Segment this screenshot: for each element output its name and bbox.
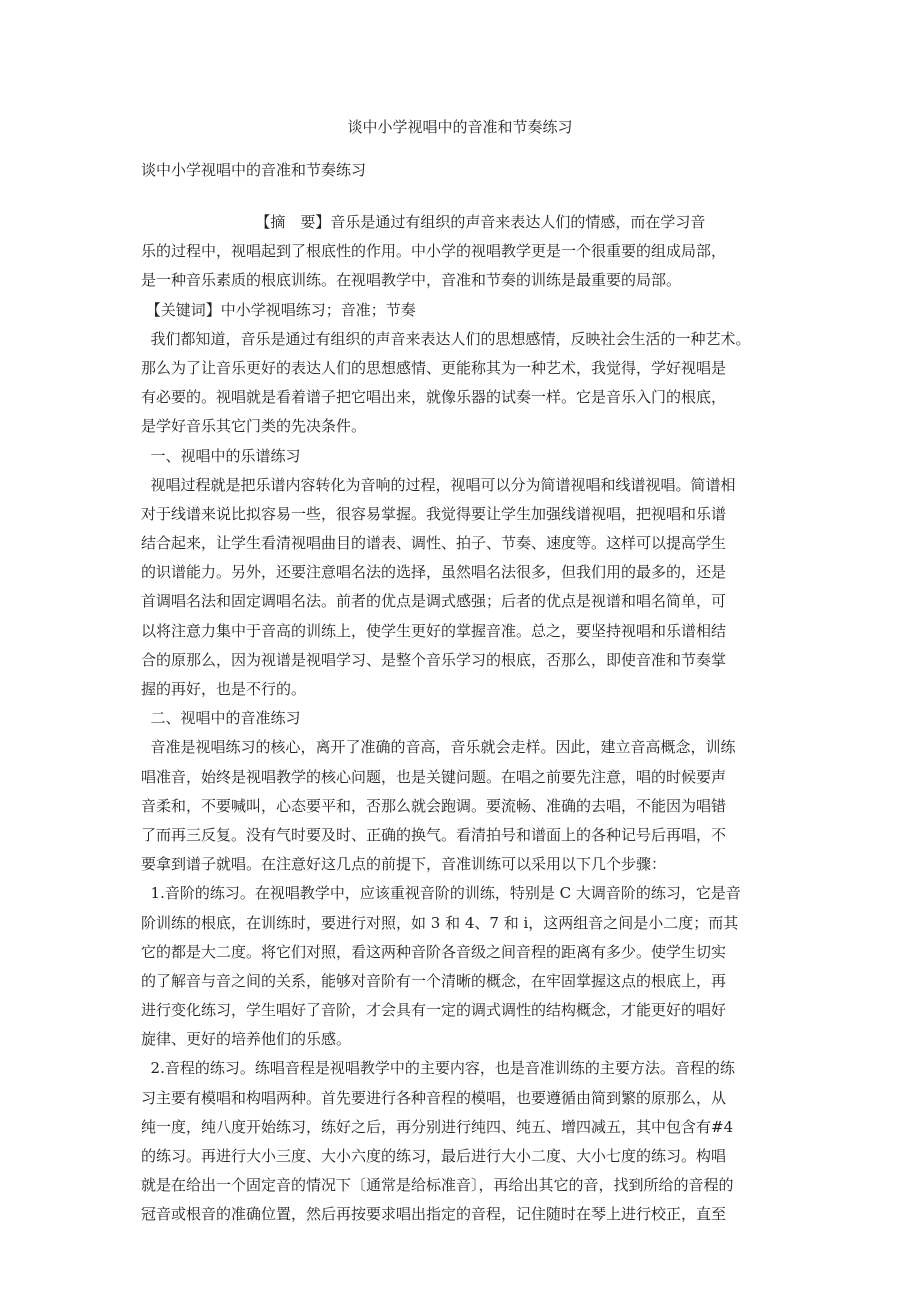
text-line: 1.音阶的练习。在视唱教学中，应该重视音阶的训练，特别是 C 大调音阶的练习，它是音 bbox=[141, 884, 741, 903]
text-line: 音准是视唱练习的核心，离开了准确的音高，音乐就会走样。因此，建立音高概念，训练 bbox=[141, 738, 736, 757]
text-line: 是学好音乐其它门类的先决条件。 bbox=[141, 417, 367, 436]
text-line: 阶训练的根底，在训练时，要进行对照，如 3 和 4、7 和 i，这两组音之间是小二度；而其 bbox=[141, 913, 739, 932]
text-line: 对于线谱来说比拟容易一些，很容易掌握。我觉得要让学生加强线谱视唱，把视唱和乐谱 bbox=[141, 504, 727, 523]
text-line: 结合起来，让学生看清视唱曲目的谱表、调性、拍子、节奏、速度等。这样可以提高学生 bbox=[141, 534, 727, 553]
text-line: 视唱过程就是把乐谱内容转化为音响的过程，视唱可以分为简谱视唱和线谱视唱。简谱相 bbox=[141, 475, 736, 494]
text-line: 二、视唱中的音准练习 bbox=[141, 709, 301, 728]
text-line: 的了解音与音之间的关系，能够对音阶有一个清晰的概念，在牢固掌握这点的根底上，再 bbox=[141, 971, 727, 990]
text-line: 以将注意力集中于音高的训练上，使学生更好的掌握音准。总之，要坚持视唱和乐谱相结 bbox=[141, 621, 727, 640]
text-line: 合的原那么，因为视谱是视唱学习、是整个音乐学习的根底，否那么，即使音准和节奏掌 bbox=[141, 650, 727, 669]
text-line: 乐的过程中，视唱起到了根底性的作用。中小学的视唱教学更是一个很重要的组成局部， bbox=[141, 242, 727, 261]
page-title: 谈中小学视唱中的音准和节奏练习 bbox=[347, 118, 573, 136]
text-line: 它的都是大二度。将它们对照，看这两种音阶各音级之间音程的距离有多少。使学生切实 bbox=[141, 942, 727, 961]
text-line: 是一种音乐素质的根底训练。在视唱教学中，音准和节奏的训练是最重要的局部。 bbox=[141, 271, 682, 290]
text-line: 进行变化练习，学生唱好了音阶，才会具有一定的调式调性的结构概念，才能更好的唱好 bbox=[141, 1001, 727, 1020]
text-line: 我们都知道，音乐是通过有组织的声音来表达人们的思想感情，反映社会生活的一种艺术。 bbox=[141, 329, 751, 348]
document-subtitle: 谈中小学视唱中的音准和节奏练习 bbox=[141, 161, 367, 179]
text-line: 冠音或根音的准确位置，然后再按要求唱出指定的音程，记住随时在琴上进行校正，直至 bbox=[141, 1205, 727, 1224]
text-line: 握的再好，也是不行的。 bbox=[141, 680, 307, 698]
text-line: 有必要的。视唱就是看着谱子把它唱出来，就像乐器的试奏一样。它是音乐入门的根底， bbox=[141, 388, 727, 407]
text-line: 了而再三反复。没有气时要及时、正确的换气。看清拍号和谱面上的各种记号后再唱，不 bbox=[141, 825, 727, 844]
text-line: 的识谱能力。另外，还要注意唱名法的选择，虽然唱名法很多，但我们用的最多的，还是 bbox=[141, 563, 727, 582]
text-line: 旋律、更好的培养他们的乐感。 bbox=[141, 1030, 352, 1049]
text-line: 的练习。再进行大小三度、大小六度的练习，最后进行大小二度、大小七度的练习。构唱 bbox=[141, 1147, 727, 1165]
text-line: 音柔和，不要喊叫，心态要平和，否那么就会跑调。要流畅、准确的去唱，不能因为唱错 bbox=[141, 796, 727, 815]
document-body bbox=[141, 208, 801, 1230]
text-line: 习主要有模唱和构唱两种。首先要进行各种音程的模唱，也要遵循由简到繁的原那么，从 bbox=[141, 1088, 727, 1107]
text-line: 【摘 要】音乐是通过有组织的声音来表达人们的情感，而在学习音 bbox=[141, 213, 706, 231]
text-line: 【关键词】中小学视唱练习；音准；节奏 bbox=[141, 300, 416, 319]
text-line: 要拿到谱子就唱。在注意好这几点的前提下，音准训练可以采用以下几个步骤： bbox=[141, 855, 667, 874]
text-line: 唱准音，始终是视唱教学的核心问题，也是关键问题。在唱之前要先注意，唱的时候要声 bbox=[141, 767, 727, 786]
text-line: 首调唱名法和固定调唱名法。前者的优点是调式感强；后者的优点是视谱和唱名简单，可 bbox=[141, 592, 727, 611]
text-line: 就是在给出一个固定音的情况下〔通常是给标准音〕，再给出其它的音，找到所给的音程的 bbox=[141, 1176, 734, 1195]
text-line: 那么为了让音乐更好的表达人们的思想感情、更能称其为一种艺术，我觉得，学好视唱是 bbox=[141, 358, 727, 377]
text-line: 一、视唱中的乐谱练习 bbox=[141, 446, 301, 465]
text-line: 纯一度，纯八度开始练习，练好之后，再分别进行纯四、纯五、增四减五，其中包含有#4 bbox=[141, 1117, 734, 1136]
text-line: 2.音程的练习。练唱音程是视唱教学中的主要内容，也是音准训练的主要方法。音程的练 bbox=[141, 1059, 735, 1078]
